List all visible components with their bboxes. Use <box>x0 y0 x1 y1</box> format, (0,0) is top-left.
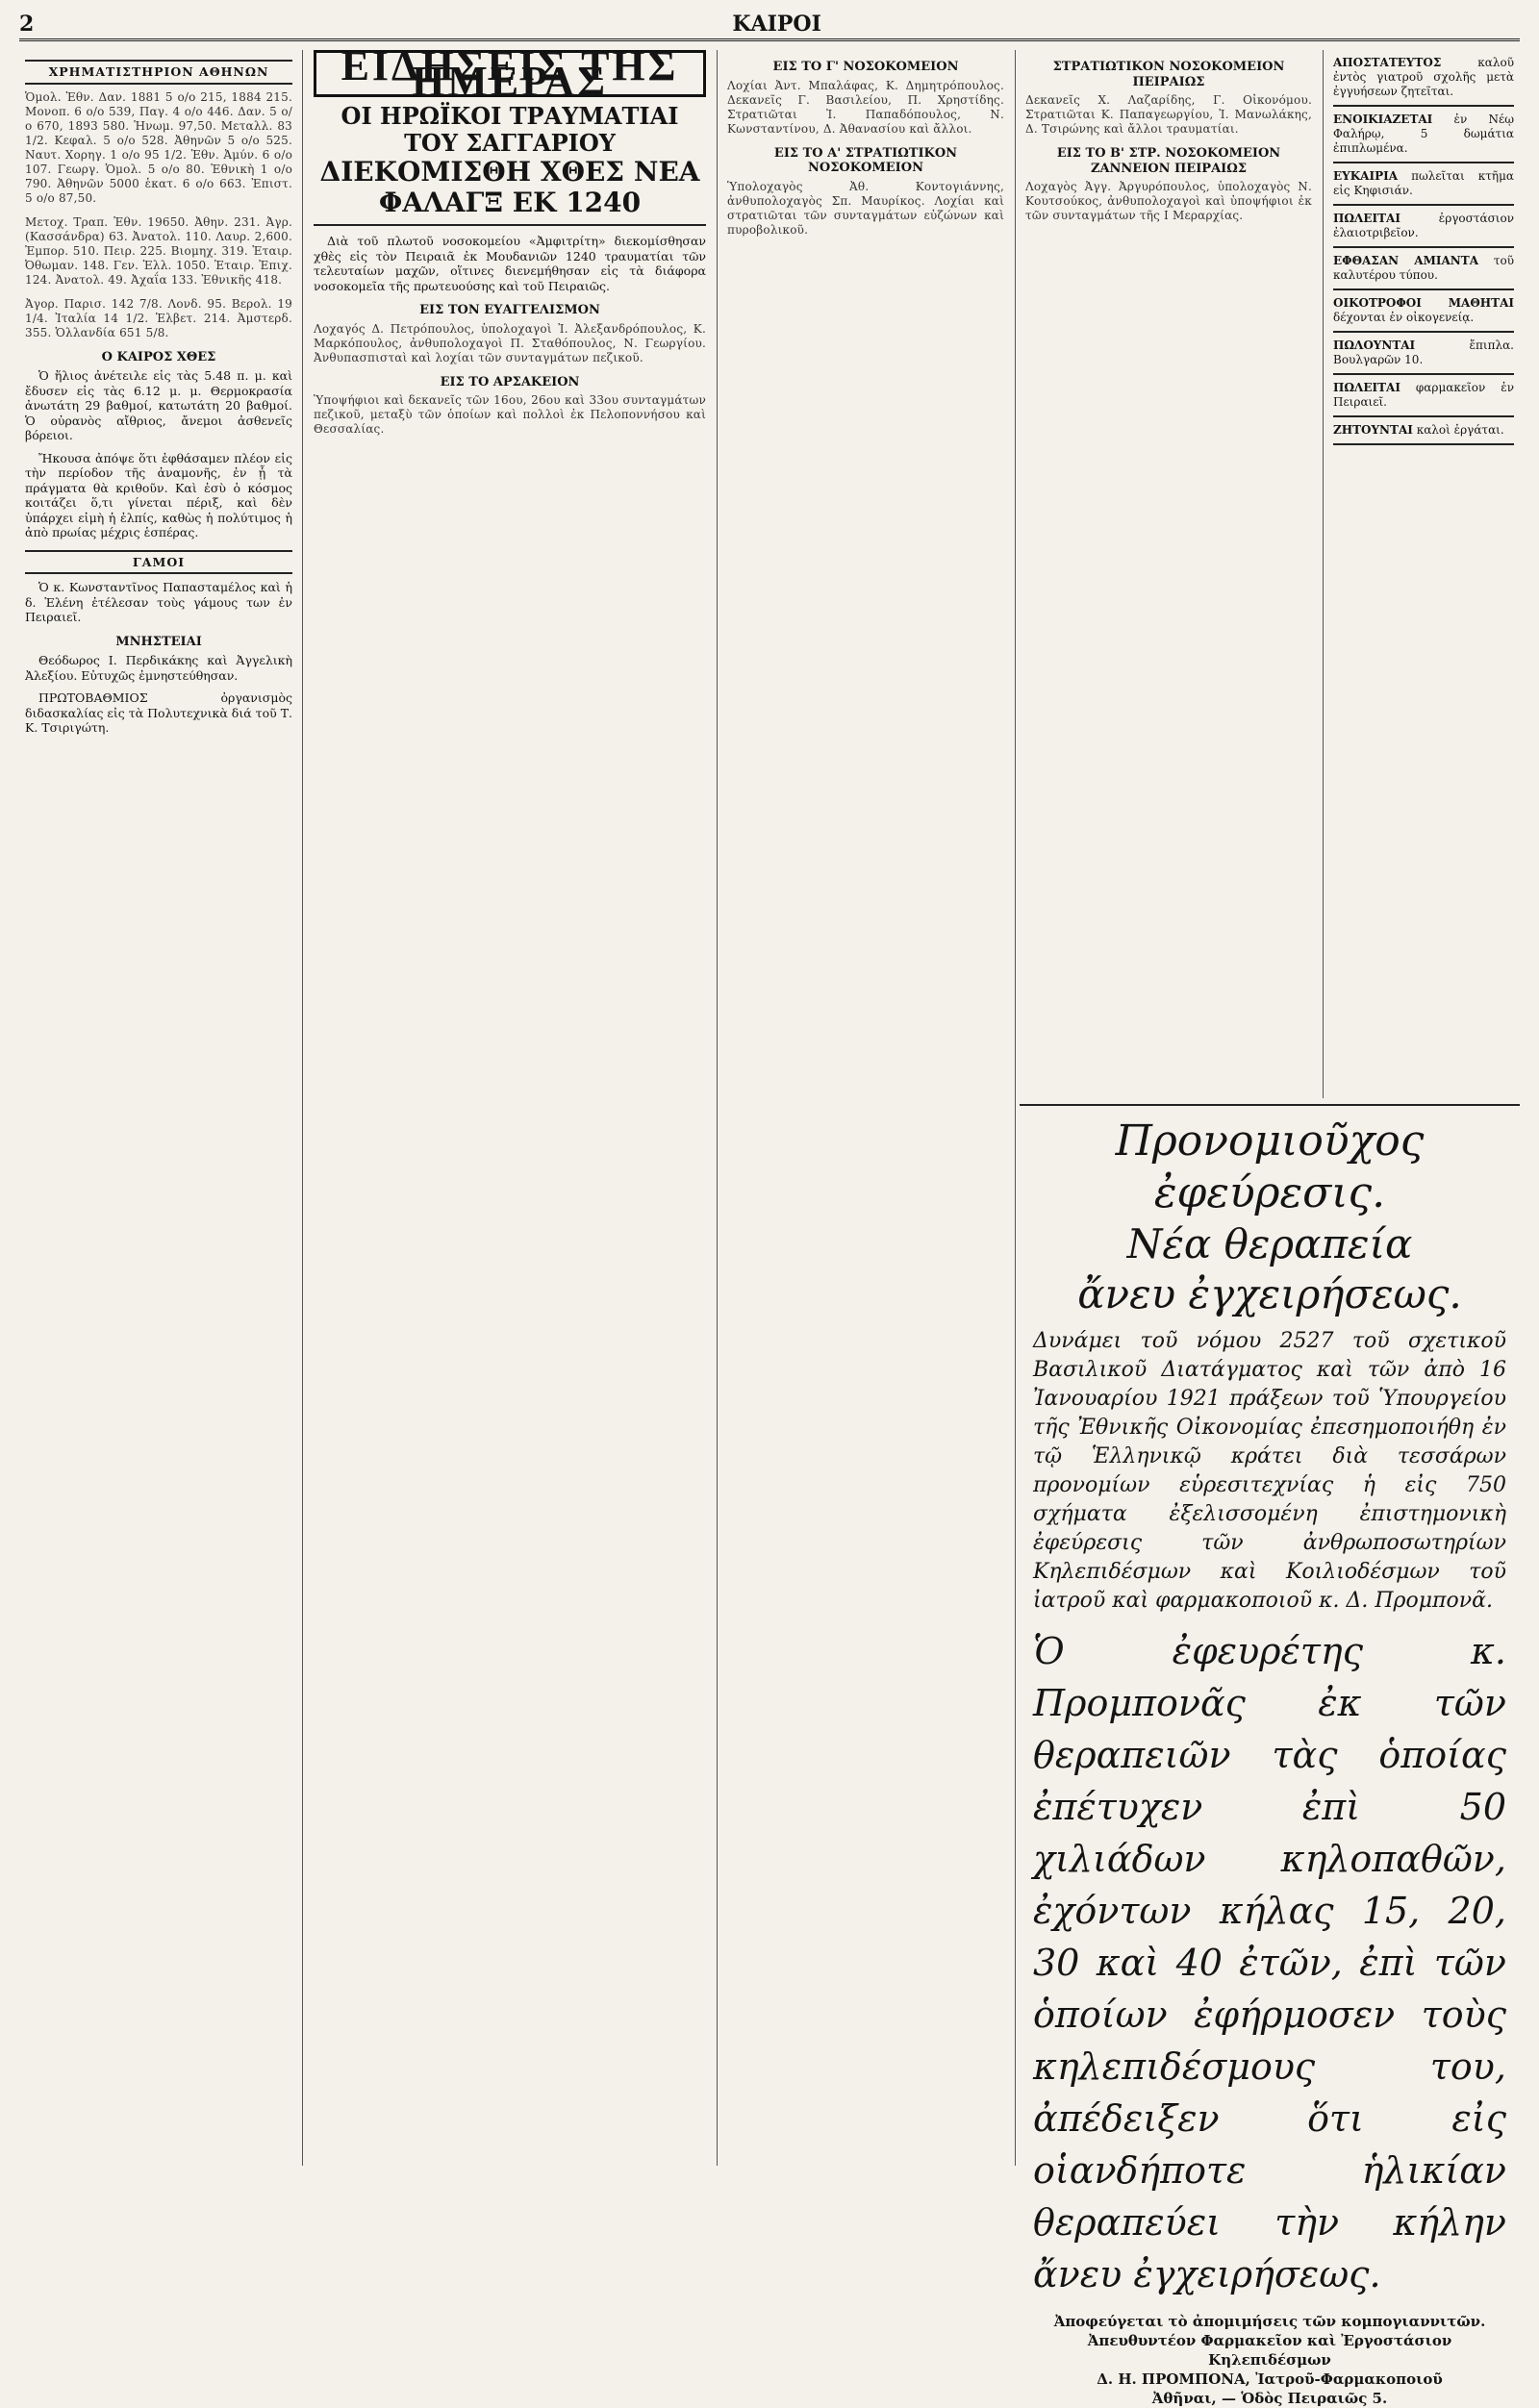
classified-ad <box>1333 290 1514 333</box>
column-hospitals <box>721 50 1010 2166</box>
newspaper-name: ΚΑΙΡΟΙ <box>732 12 821 37</box>
ad-footer-name: Δ. Η. ΠΡΟΜΠΟΝΑ, Ἰατροῦ-Φαρμακοποιοῦ <box>1097 2370 1443 2388</box>
classified-text: ἐν Νέῳ Φαλήρῳ, 5 δωμάτια ἐπιπλωμένα. <box>1333 113 1514 155</box>
classified-ad <box>1333 107 1514 163</box>
classified-text: τοῦ καλυτέρου τύπου. <box>1333 254 1514 282</box>
hospital-5-title: ΣΤΡΑΤΙΩΤΙΚΟΝ ΝΟΣΟΚΟΜΕΙΟΝ ΠΕΙΡΑΙΩΣ <box>1052 60 1285 89</box>
classified-text: πωλεῖται κτῆμα εἰς Κηφισιάν. <box>1333 169 1514 197</box>
column-classifieds <box>1327 50 1520 1098</box>
ad-main-claim: Ὁ ἐφευρέτης κ. Προμπονᾶς ἐκ τῶν θεραπειῶν τὰς ὁποίας ἐπέτυχεν ἐπὶ 50 χιλιάδων κηλοπαθῶν, ἐχόντων κήλας 15, 20, 30 καὶ 40 ἐτῶν, ἐπὶ τῶν ὁποίων ἐφήρμοσεν τοὺς κηλεπιδέσμους του, ἀπέδειξεν ὅτι εἰς οἱανδήποτε ἡλικίαν θεραπεύει τὴν κήλην ἄνευ ἐγχειρήσεως. <box>1033 1630 1506 2295</box>
classified-label: ΟΙΚΟΤΡΟΦΟΙ ΜΑΘΗΤΑΙ <box>1333 296 1514 310</box>
exchange-title: ΧΡΗΜΑΤΙΣΤΗΡΙΟΝ ΑΘΗΝΩΝ <box>25 60 292 85</box>
headline-phalanx: ΔΙΕΚΟΜΙΣΘΗ ΧΘΕΣ ΝΕΑ ΦΑΛΑΓΞ ΕΚ 1240 <box>314 157 706 226</box>
classified-ad <box>1333 333 1514 375</box>
column-exchange <box>19 50 298 2166</box>
classified-ad <box>1333 417 1514 445</box>
news-masthead: ΕΙΔΗΣΕΙΣ ΤΗΣ ΗΜΕΡΑΣ <box>314 50 706 97</box>
classified-ad <box>1333 163 1514 206</box>
ad-title: Προνομιοῦχος ἐφεύρεσις. <box>1115 1116 1425 1217</box>
ad-subtitle: Νέα θεραπεία <box>1126 1220 1413 1267</box>
classified-text: δέχονται ἐν οἰκογενείᾳ. <box>1333 311 1475 324</box>
classified-label: ΕΦΘΑΣΑΝ ΑΜΙΑΝΤΑ <box>1333 254 1479 267</box>
classified-text: καλοὶ ἐργάται. <box>1416 423 1504 437</box>
classified-text: φαρμακεῖον ἐν Πειραιεῖ. <box>1333 381 1514 409</box>
hospital-4-list: Ὑπολοχαγὸς Ἀθ. Κοντογιάννης, ἀνθυπολοχαγὸς Σπ. Μαυρίκος. Λοχίαι καὶ στρατιῶται τῶν συνταγμάτων εὐζώνων καὶ πυροβολικοῦ. <box>727 179 1004 237</box>
weddings-text: Ὁ κ. Κωνσταντῖνος Παπασταμέλος καὶ ἡ δ. Ἑλένη ἐτέλεσαν τοὺς γάμους των ἐν Πειραιεῖ. <box>25 580 292 624</box>
hospital-6-list: Λοχαγὸς Ἀγγ. Ἀργυρόπουλος, ὑπολοχαγὸς Ν. Κουτσούκος, ἀνθυπολοχαγοὶ καὶ ὑποψήφιοι ἐκ τῶν συνταγμάτων τῆς Ι Μεραρχίας. <box>1025 180 1312 222</box>
weddings-title: ΓΑΜΟΙ <box>25 550 292 575</box>
exchange-bonds: Ὁμολ. Ἐθν. Δαν. 1881 5 ο/ο 215, 1884 215. Μονοπ. 6 ο/ο 539, Παγ. 4 ο/ο 446. Δαν. 5 ο/ο 670, 1893 580. Ἡνωμ. 97,50. Μεταλλ. 83 1/2. Κεφαλ. 5 ο/ο 528. Ἀθηνῶν 5 ο/ο 525. Ναυτ. Χορηγ. 1 ο/ο 95 1/2. Ἐθν. Ἀμύν. 6 ο/ο 107. Γεωργ. Ὁμολ. 5 ο/ο 80. Ἐθνικὴ 1 ο/ο 790. Ἀθηνῶν 5000 ἑκατ. 6 ο/ο 663. Ἐπιστ. 5 ο/ο 87,50. <box>25 89 292 205</box>
column-rule <box>1015 50 1016 2166</box>
hospital-6-title: ΕΙΣ ΤΟ Β' ΣΤΡ. ΝΟΣΟΚΟΜΕΙΟΝ ΖΑΝΝΕΙΟΝ ΠΕΙΡΑΙΩΣ <box>1056 146 1281 176</box>
page-number: 2 <box>19 12 35 37</box>
column-hospitals-piraeus <box>1020 50 1318 1098</box>
classified-label: ΑΠΟΣΤΑΤΕΥΤΟΣ <box>1333 56 1442 69</box>
ad-subtitle-2: ἄνευ ἐγχειρήσεως. <box>1077 1270 1462 1317</box>
headline-wounded: ΟΙ ΗΡΩΪΚΟΙ ΤΡΑΥΜΑΤΙΑΙ ΤΟΥ ΣΑΓΓΑΡΙΟΥ <box>341 102 679 157</box>
classified-ad <box>1333 50 1514 107</box>
ad-footer <box>1033 2312 1506 2408</box>
ad-law-text: Δυνάμει τοῦ νόμου 2527 τοῦ σχετικοῦ Βασιλικοῦ Διατάγματος καὶ τῶν ἀπὸ 16 Ἰανουαρίου 1921 πράξεων τοῦ Ὑπουργείου τῆς Ἐθνικῆς Οἰκονομίας ἐπεσημοποιήθη ἐν τῷ Ἑλληνικῷ κράτει διὰ τεσσάρων προνομίων εὑρεσιτεχνίας ἡ εἰς 750 σχήματα ἐξελισσομένη ἐπιστημονικὴ ἐφεύρεσις τῶν ἀνθρωποσωτηρίων Κηλεπιδέσμων καὶ Κοιλιοδέσμων τοῦ ἰατροῦ καὶ φαρμακοποιοῦ κ. Δ. Προμπονᾶ. <box>1033 1329 1506 1613</box>
column-rule <box>717 50 718 2166</box>
hospital-3-title: ΕΙΣ ΤΟ Γ' ΝΟΣΟΚΟΜΕΙΟΝ <box>772 60 959 74</box>
exchange-stocks: Μετοχ. Τραπ. Ἐθν. 19650. Ἀθην. 231. Ἀγρ. (Κασσάνδρα) 63. Ἀνατολ. 110. Λαυρ. 2,600. Ἐμπορ. 510. Πειρ. 225. Βιομηχ. 319. Ἑταιρ. Ὀθωμαν. 148. Γεν. Ἑλλ. 1050. Ἐταιρ. Ἐπιχ. 124. Ἀνατολ. 49. Ἀχαΐα 133. Ἐθνικῆς 418. <box>25 214 292 287</box>
hospital-5-list: Δεκανεῖς Χ. Λαζαρίδης, Γ. Οἰκονόμου. Στρατιῶται Κ. Παπαγεωργίου, Ἰ. Μανωλάκης, Δ. Τσιρώνης καὶ ἄλλοι τραυματίαι. <box>1025 93 1312 136</box>
column-rule <box>302 50 303 2166</box>
hospital-4-title: ΕΙΣ ΤΟ Α' ΣΤΡΑΤΙΩΤΙΚΟΝ ΝΟΣΟΚΟΜΕΙΟΝ <box>773 145 958 175</box>
classified-label: ΠΩΛΕΙΤΑΙ <box>1333 212 1400 225</box>
column-rule <box>1323 50 1324 1098</box>
classified-ad <box>1333 206 1514 248</box>
ad-footer-address-label: Ἀπευθυντέον Φαρμακεῖον καὶ Ἐργοστάσιον Κηλεπιδέσμων <box>1087 2332 1452 2369</box>
hospital-arsakeion-title: ΕΙΣ ΤΟ ΑΡΣΑΚΕΙΟΝ <box>440 374 580 389</box>
ad-footer-address: Ἀθῆναι, — Ὁδὸς Πειραιῶς 5. <box>1151 2390 1388 2407</box>
page-header <box>19 10 1520 41</box>
engagements-title: ΜΝΗΣΤΕΙΑΙ <box>115 634 202 649</box>
classified-label: ΖΗΤΟΥΝΤΑΙ <box>1333 423 1413 437</box>
hospital-3-list: Λοχίαι Ἀντ. Μπαλάφας, Κ. Δημητρόπουλος. Δεκανεῖς Γ. Βασιλείου, Π. Χρηστίδης. Στρατιῶται Ἰ. Παπαδόπουλος, Ν. Κωνσταντίνου, Δ. Ἀθανασίου καὶ ἄλλοι. <box>727 78 1004 136</box>
classified-text: ἐργοστάσιον ἐλαιοτριβεῖον. <box>1333 212 1514 239</box>
classified-label: ΠΩΛΕΙΤΑΙ <box>1333 381 1400 394</box>
classified-ad <box>1333 248 1514 290</box>
classified-label: ΕΝΟΙΚΙΑΖΕΤΑΙ <box>1333 113 1433 126</box>
ad-footer-warning: Ἀποφεύγεται τὸ ἀπομιμήσεις τῶν κομπογιαννιτῶν. <box>1053 2313 1486 2330</box>
classified-text: ἔπιπλα. Βουλγαρῶν 10. <box>1333 339 1514 366</box>
hernia-advertisement <box>1020 1104 1520 2407</box>
notice-text: ΠΡΩΤΟΒΑΘΜΙΟΣ ὀργανισμὸς διδασκαλίας εἰς τὰ Πολυτεχνικὰ διά τοῦ Τ. Κ. Τσιριγώτη. <box>25 690 292 735</box>
classified-label: ΕΥΚΑΙΡΙΑ <box>1333 169 1399 183</box>
lead-article: Διὰ τοῦ πλωτοῦ νοσοκομείου «Ἀμφιτρίτη» διεκομίσθησαν χθὲς εἰς τὸν Πειραιᾶ ἐκ Μουδανιῶν 1240 τραυματίαι τῶν τελευταίων μαχῶν, οἵτινες διενεμήθησαν εἰς τὰ διάφορα νοσοκομεῖα τῆς πρωτευούσης καὶ τοῦ Πειραιῶς. <box>314 234 706 293</box>
classified-ad <box>1333 375 1514 417</box>
hospital-arsakeion-list: Ὑποψήφιοι καὶ δεκανεῖς τῶν 16ου, 26ου καὶ 33ου συνταγμάτων πεζικοῦ, μεταξὺ τῶν ὁποίων καὶ πολλοὶ ἐκ Πελοποννήσου καὶ Θεσσαλίας. <box>314 393 706 436</box>
editorial-text: Ἤκουσα ἀπόψε ὅτι ἐφθάσαμεν πλέον εἰς τὴν περίοδον τῆς ἀναμονῆς, ἐν ᾗ τὰ πράγματα θὰ κριθοῦν. Καὶ ἐσὺ ὁ κόσμος κοιτάζει ὅ,τι γίνεται πέριξ, καὶ δὲν ὑπάρχει εἰμὴ ἡ ἐλπίς, καθὼς ἡ πολύτιμος ἡ ἀπὸ πρωίας μέχρις ἑσπέρας. <box>25 450 292 539</box>
classified-label: ΠΩΛΟΥΝΤΑΙ <box>1333 339 1416 352</box>
weather-text: Ὁ ἥλιος ἀνέτειλε εἰς τὰς 5.48 π. μ. καὶ ἔδυσεν εἰς τὰς 6.12 μ. μ. Θερμοκρασία ἀνωτάτη 29 βαθμοί, κατωτάτη 20 βαθμοί. Ὁ οὐρανὸς αἴθριος, ἄνεμοι ἀσθενεῖς βόρειοι. <box>25 368 292 442</box>
weather-title: Ο ΚΑΙΡΟΣ ΧΘΕΣ <box>101 349 216 364</box>
hospital-evangelismos-list: Λοχαγός Δ. Πετρόπουλος, ὑπολοχαγοὶ Ἰ. Ἀλεξανδρόπουλος, Κ. Μαρκόπουλος, ἀνθυπολοχαγοὶ Π. Σταθόπουλος, Ν. Γεωργίου. Ἀνθυπασπισταὶ καὶ λοχίαι τῶν συνταγμάτων πεζικοῦ. <box>314 321 706 364</box>
hospital-evangelismos-title: ΕΙΣ ΤΟΝ ΕΥΑΓΓΕΛΙΣΜΟΝ <box>419 303 600 317</box>
column-news <box>308 50 712 2166</box>
exchange-currency: Ἀγορ. Παρισ. 142 7/8. Λονδ. 95. Βερολ. 19 1/4. Ἰταλία 14 1/2. Ἑλβετ. 214. Ἀμστερδ. 355. Ὁλλανδία 651 5/8. <box>25 296 292 339</box>
classified-text: καλοῦ ἐντὸς γιατροῦ σχολῆς μετὰ ἐγγυήσεων ζητεῖται. <box>1333 56 1514 98</box>
engagements-text: Θεόδωρος Ι. Περδικάκης καὶ Ἀγγελικὴ Ἀλεξίου. Εὐτυχῶς ἐμνηστεύθησαν. <box>25 653 292 683</box>
